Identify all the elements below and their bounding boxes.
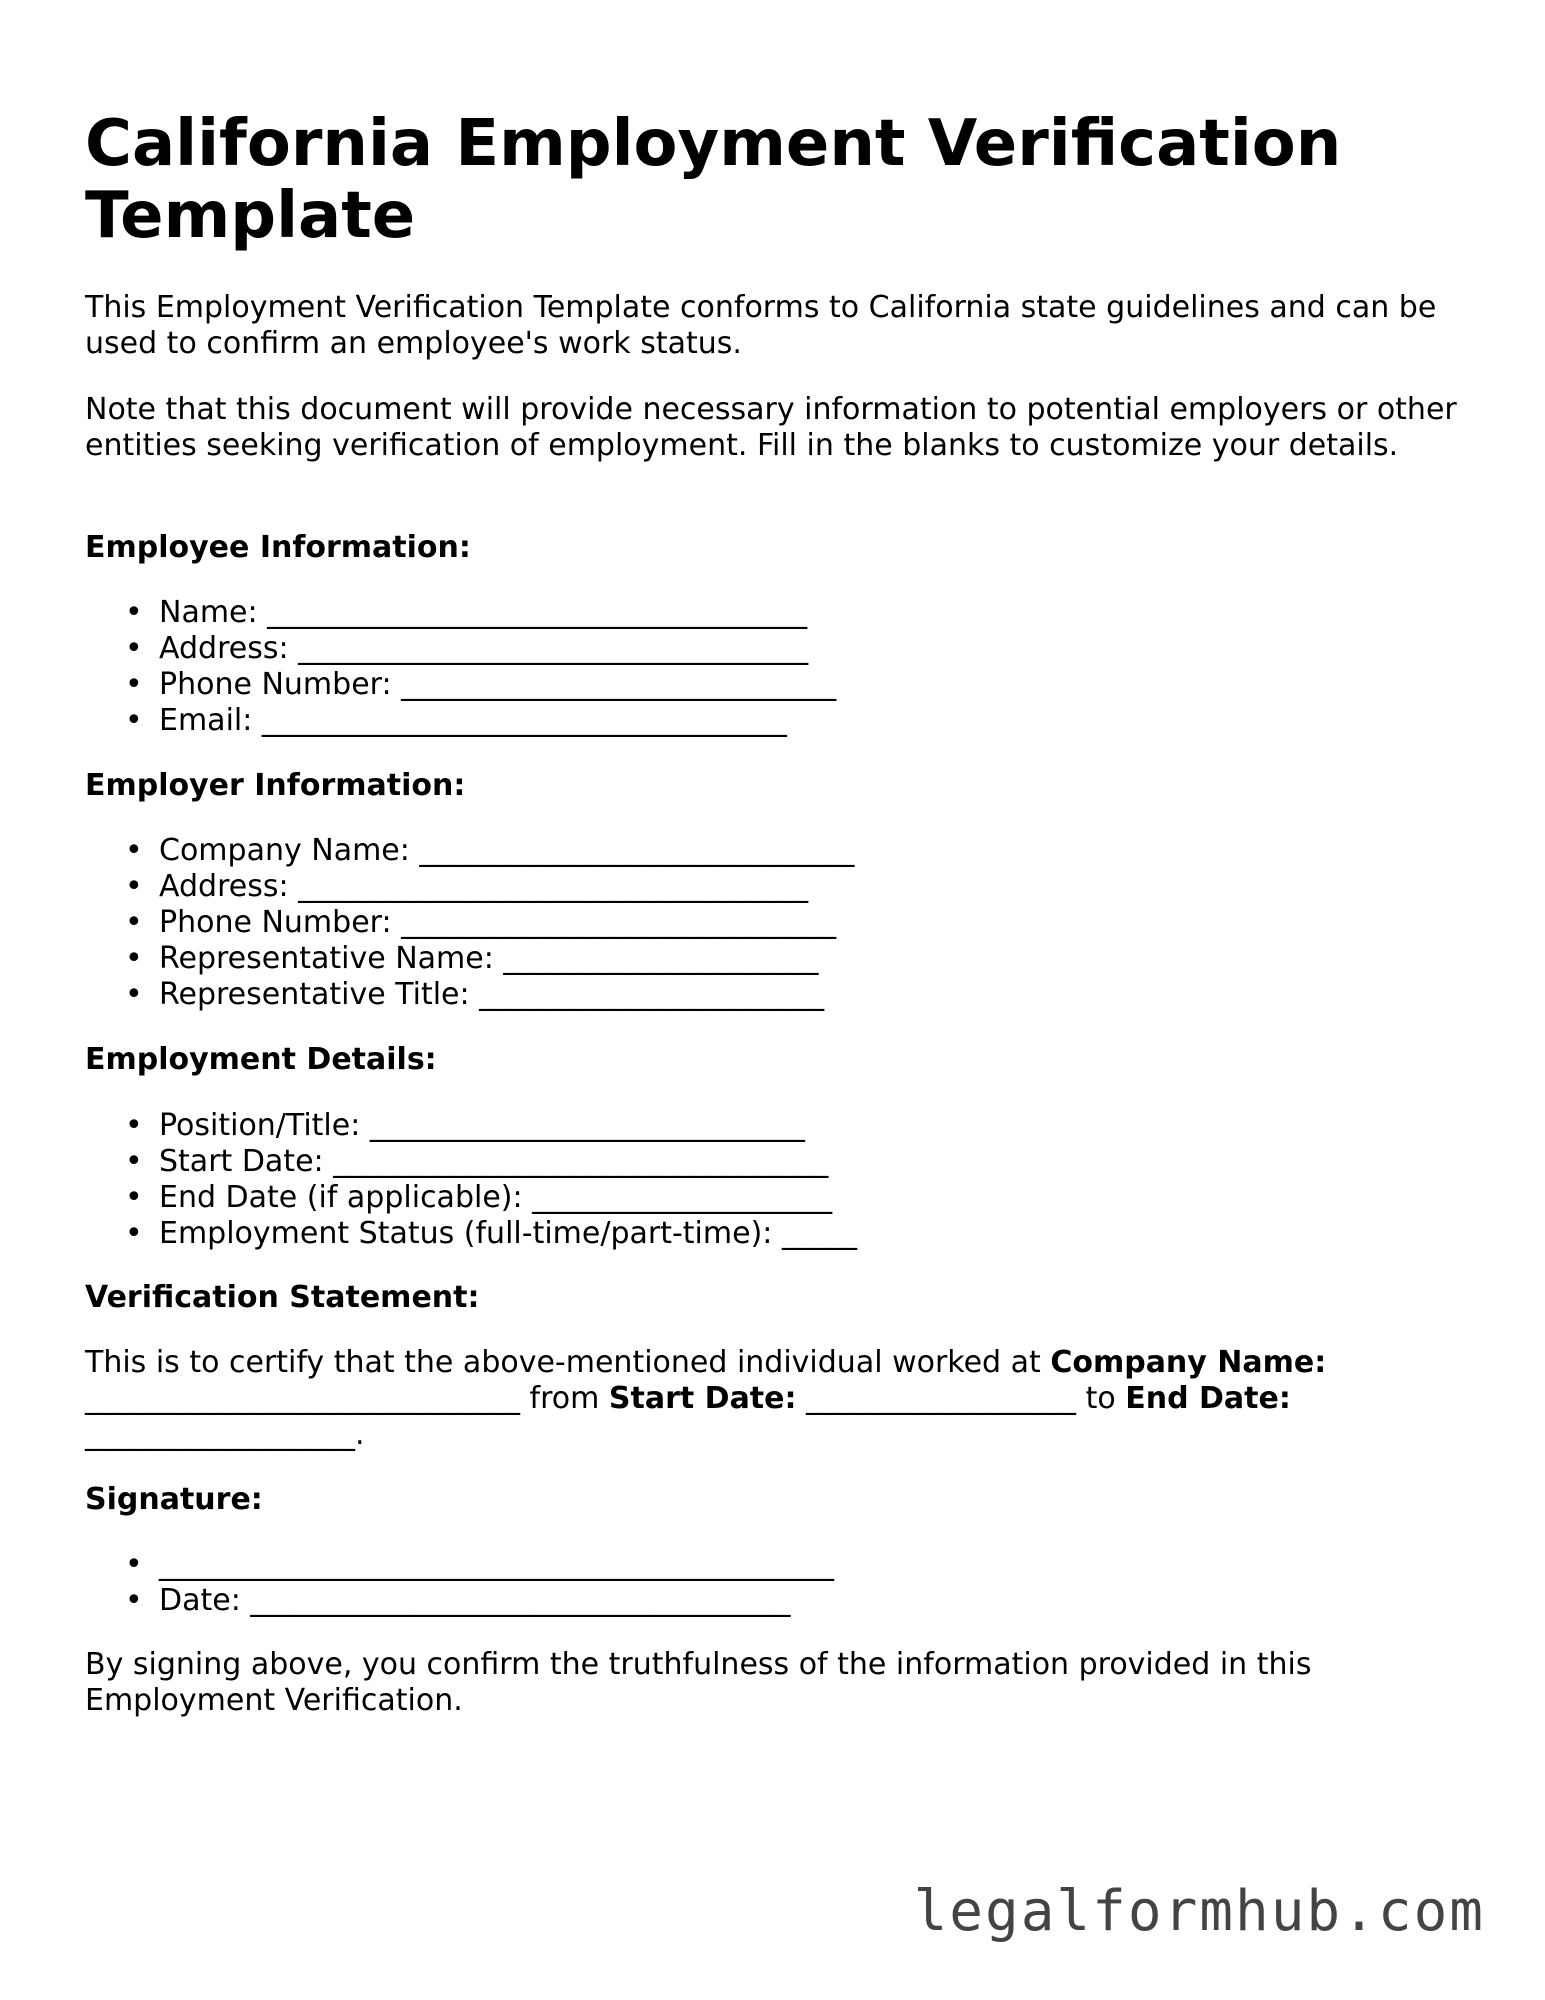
representative-name-blank[interactable]: _____________________ xyxy=(503,941,819,976)
employer-phone-blank[interactable]: _____________________________ xyxy=(401,905,837,940)
employment-details-heading: Employment Details: xyxy=(85,1042,437,1077)
employee-phone-blank[interactable]: _____________________________ xyxy=(401,667,837,702)
representative-title-item: • Representative Title: _______________________ xyxy=(85,977,1465,1013)
verification-start-blank[interactable]: __________________ xyxy=(806,1381,1077,1416)
employee-email-blank[interactable]: ___________________________________ xyxy=(261,703,787,738)
end-date-blank[interactable]: ____________________ xyxy=(532,1180,833,1215)
watermark-logo: legalformhub.com xyxy=(913,1879,1485,1944)
employer-info-section xyxy=(85,768,1465,804)
end-date-label: End Date: xyxy=(1125,1381,1291,1416)
intro-paragraph-2: Note that this document will provide necessary information to potential employers or other entities seeking verification of employment. Fill in the blanks to customize your details. xyxy=(85,392,1457,463)
signature-section xyxy=(85,1482,1465,1518)
employer-info-list xyxy=(85,833,1465,1013)
employee-info-section xyxy=(85,530,1465,566)
verification-statement: This is to certify that the above-mentioned individual worked at Company Name: _____________________________ from Start Date: __________________ to End Date: __________________. xyxy=(85,1345,1327,1452)
employee-name-blank[interactable]: ____________________________________ xyxy=(267,595,808,630)
employment-status-blank[interactable]: _____ xyxy=(781,1216,857,1251)
employee-phone-item: • Phone Number: _____________________________ xyxy=(85,667,1465,703)
verification-section xyxy=(85,1280,1465,1316)
end-date-item: • End Date (if applicable): ____________________ xyxy=(85,1180,1465,1216)
employee-info-heading: Employee Information: xyxy=(85,530,471,565)
representative-title-blank[interactable]: _______________________ xyxy=(479,977,825,1012)
verification-heading: Verification Statement: xyxy=(85,1280,480,1315)
signature-list xyxy=(85,1547,1465,1619)
signature-heading: Signature: xyxy=(85,1482,263,1517)
employer-info-heading: Employer Information: xyxy=(85,768,466,803)
employer-address-item: • Address: __________________________________ xyxy=(85,869,1465,905)
verification-end-blank[interactable]: __________________ xyxy=(85,1417,355,1452)
employee-address-item: • Address: __________________________________ xyxy=(85,631,1465,667)
employee-info-list xyxy=(85,595,1465,739)
position-title-blank[interactable]: _____________________________ xyxy=(369,1108,805,1143)
employer-phone-item: • Phone Number: _____________________________ xyxy=(85,905,1465,941)
company-name-label: Company Name: xyxy=(1050,1345,1327,1380)
signature-date-item: • Date: ____________________________________ xyxy=(85,1583,1465,1619)
employer-address-blank[interactable]: __________________________________ xyxy=(298,869,809,904)
employment-status-item: • Employment Status (full-time/part-time): _____ xyxy=(85,1216,1465,1252)
employee-name-item: • Name: ____________________________________ xyxy=(85,595,1465,631)
company-name-item: • Company Name: _____________________________ xyxy=(85,833,1465,869)
page-title: California Employment Verification Template xyxy=(85,107,1342,253)
verification-company-blank[interactable]: _____________________________ xyxy=(85,1381,520,1416)
representative-name-item: • Representative Name: _____________________ xyxy=(85,941,1465,977)
position-title-item: • Position/Title: _____________________________ xyxy=(85,1108,1465,1144)
start-date-item: • Start Date: _________________________________ xyxy=(85,1144,1465,1180)
closing-paragraph: By signing above, you confirm the truthfulness of the information provided in this Employment Verification. xyxy=(85,1647,1312,1718)
signature-date-blank[interactable]: ____________________________________ xyxy=(250,1583,791,1618)
start-date-blank[interactable]: _________________________________ xyxy=(333,1144,829,1179)
employee-address-blank[interactable]: __________________________________ xyxy=(298,631,809,666)
start-date-label: Start Date: xyxy=(608,1381,797,1416)
employment-details-list xyxy=(85,1108,1465,1252)
employee-email-item: • Email: ___________________________________ xyxy=(85,703,1465,739)
employment-details-section xyxy=(85,1042,1465,1078)
signature-line-item xyxy=(85,1547,1465,1583)
company-name-blank[interactable]: _____________________________ xyxy=(419,833,855,868)
signature-blank[interactable]: _____________________________________________ xyxy=(159,1547,834,1582)
intro-paragraph-1: This Employment Verification Template conforms to California state guidelines and can be used to confirm an employee's work status. xyxy=(85,290,1437,361)
